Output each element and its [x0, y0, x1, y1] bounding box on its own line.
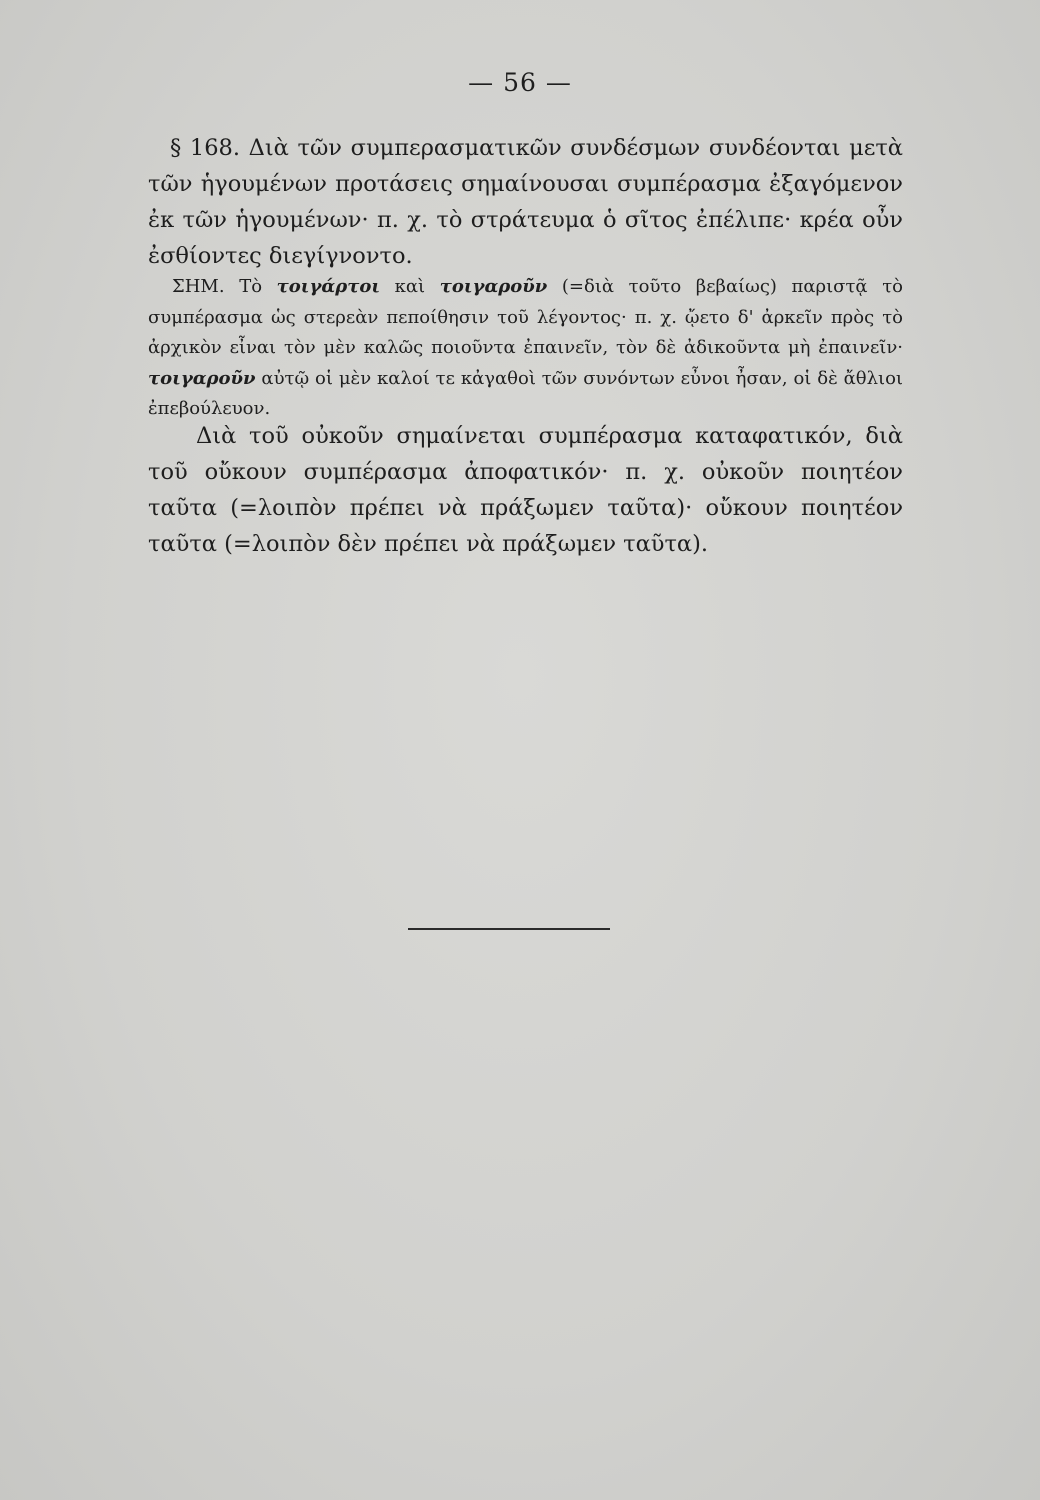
- note-term-toigaroun-example: τοιγαροῦν: [148, 367, 256, 389]
- section-divider-rule: [408, 928, 610, 930]
- note-term-toigaroun: τοιγαροῦν: [439, 276, 548, 297]
- note-paragraph: [148, 272, 903, 425]
- paragraph-168: § 168. Διὰ τῶν συμπερασματικῶν συνδέσμων συνδέονται μετὰ τῶν ἡγουμένων προτάσεις σημαίνουσαι συμπέρασμα ἐξαγόμενον ἐκ τῶν ἡγουμένων· π. χ. τὸ στράτευμα ὁ σῖτος ἐπέλιπε· κρέα οὖν ἐσθίοντες διεγίγνοντο.: [148, 135, 903, 269]
- note-text-1: (=διὰ τοῦτο βεβαίως) παριστᾷ τὸ συμπέρασμα ὡς στερεὰν πεποίθησιν τοῦ λέγοντος· π. χ. ᾤετο δ' ἀρκεῖν πρὸς τὸ ἀρχικὸν εἶναι τὸν μὲν καλῶς ποιοῦντα ἐπαινεῖν, τὸν δὲ ἀδικοῦντα μὴ ἐπαινεῖν·: [148, 276, 904, 358]
- note-term-toigartoi: τοιγάρτοι: [276, 276, 381, 297]
- paragraph-oukoun: Διὰ τοῦ οὐκοῦν σημαίνεται συμπέρασμα καταφατικόν, διὰ τοῦ οὔκουν συμπέρασμα ἀποφατικόν· π. χ. οὐκοῦν ποιητέον ταῦτα (=λοιπὸν πρέπει νὰ πράξωμεν ταῦτα)· οὔκουν ποιητέον ταῦτα (=λοιπὸν δὲν πρέπει νὰ πράξωμεν ταῦτα).: [148, 423, 903, 557]
- note-label: ΣΗΜ. Τὸ: [172, 276, 277, 297]
- note-text-2: αὐτῷ οἱ μὲν καλοί τε κἀγαθοὶ τῶν συνόντων εὖνοι ἦσαν, οἱ δὲ ἄθλιοι ἐπεβούλευον.: [148, 367, 903, 419]
- page-number: — 56 —: [468, 68, 572, 97]
- note-conjunction: καὶ: [380, 276, 440, 297]
